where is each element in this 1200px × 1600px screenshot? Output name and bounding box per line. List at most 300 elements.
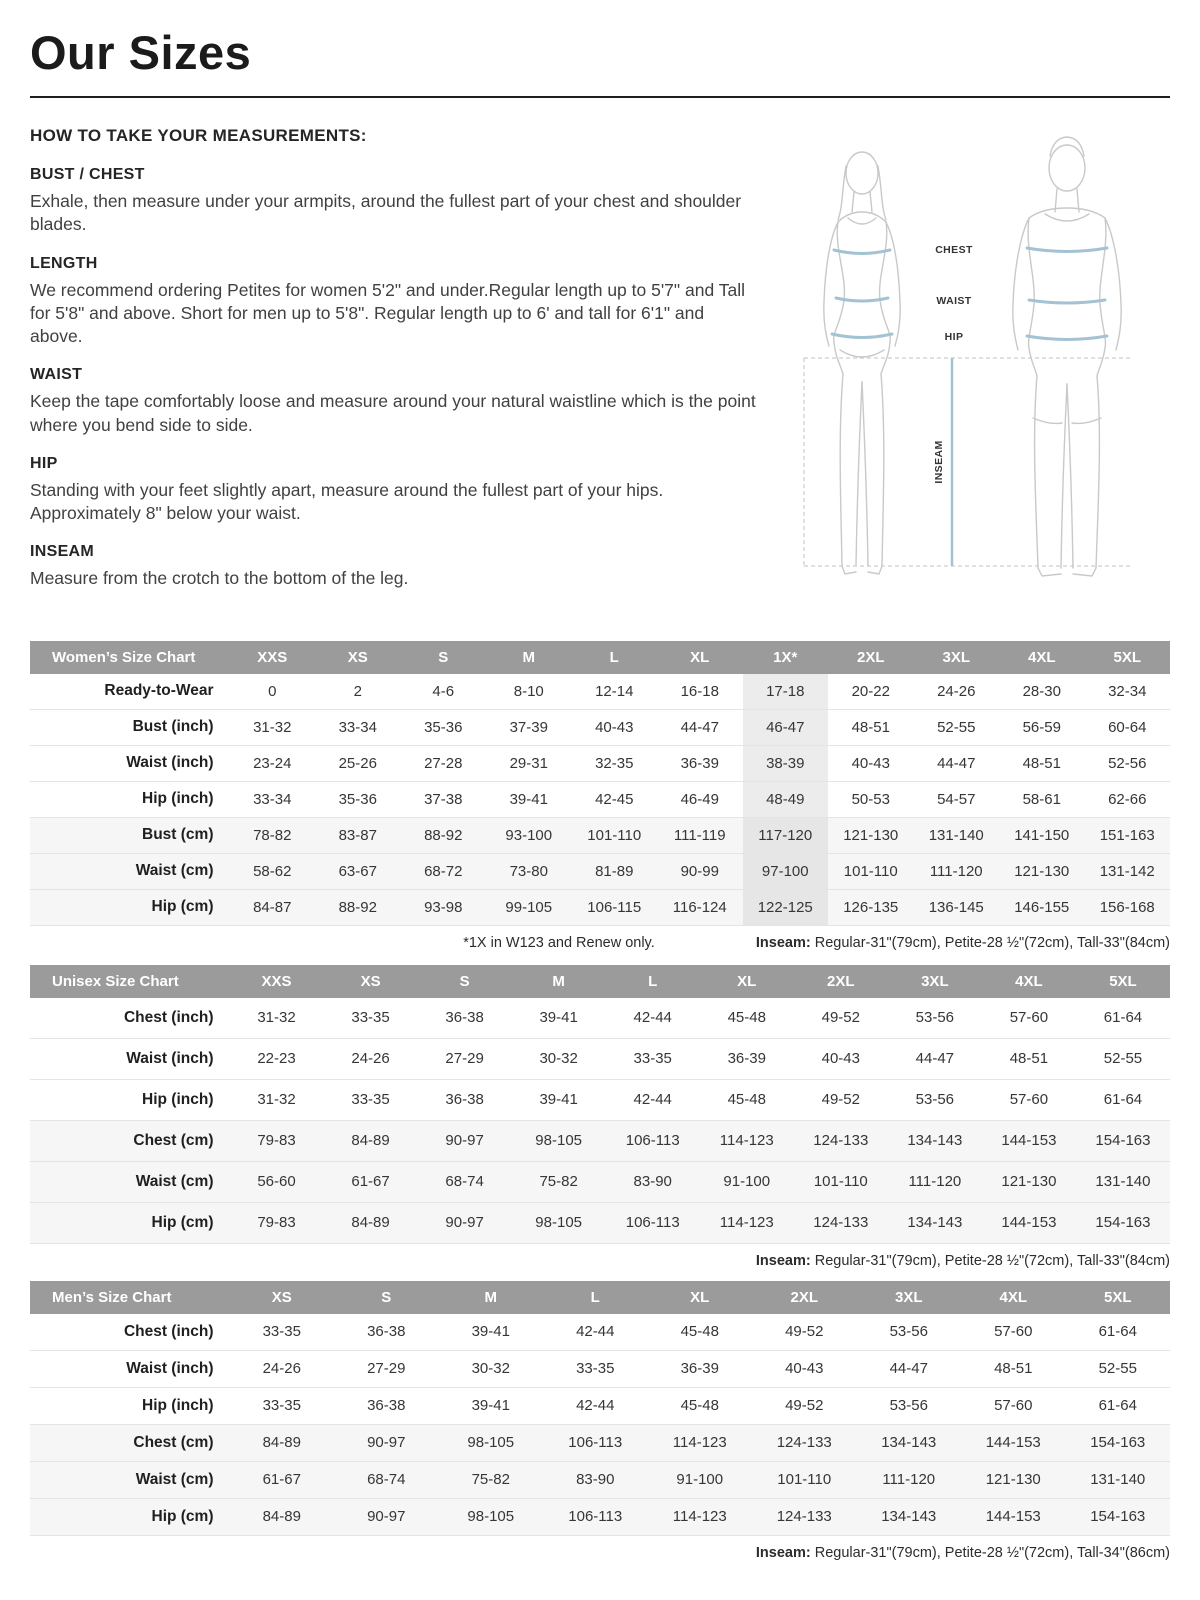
size-cell: 45-48 — [727, 1009, 766, 1027]
size-cell: 31-32 — [253, 718, 292, 736]
size-cell: 39-41 — [471, 1323, 510, 1341]
column-header: XXS — [230, 641, 316, 674]
size-cell: 83-90 — [576, 1471, 615, 1489]
size-cell: 57-60 — [994, 1397, 1033, 1415]
column-header: M — [439, 1281, 544, 1314]
size-cell: 27-29 — [367, 1360, 406, 1378]
size-cell: 106-113 — [568, 1508, 623, 1526]
size-cell: 84-89 — [351, 1214, 390, 1232]
row-label: Bust (inch) — [132, 718, 214, 736]
size-cell: 90-97 — [367, 1508, 406, 1526]
size-cell: 79-83 — [257, 1132, 296, 1150]
size-cell: 8-10 — [513, 682, 544, 700]
size-cell: 144-153 — [1001, 1132, 1057, 1150]
size-cell: 33-35 — [351, 1009, 390, 1027]
title-divider — [30, 96, 1170, 98]
table-row — [30, 781, 1170, 817]
size-cell: 151-163 — [1099, 826, 1155, 844]
size-cell: 22-23 — [257, 1050, 296, 1068]
column-header: M — [512, 965, 606, 998]
women-chart-footnotes — [30, 935, 1170, 951]
inseam-note-label: Inseam: — [755, 1544, 811, 1561]
man-figure — [1013, 137, 1121, 576]
size-cell: 131-140 — [1095, 1173, 1151, 1191]
size-cell: 24-26 — [937, 682, 976, 700]
size-cell: 63-67 — [338, 862, 377, 880]
size-cell: 154-163 — [1090, 1508, 1146, 1526]
size-cell: 30-32 — [539, 1050, 578, 1068]
size-cell: 42-45 — [595, 790, 634, 808]
hip-label: HIP — [944, 331, 964, 344]
size-cell: 93-98 — [424, 898, 463, 916]
column-header: XS — [324, 965, 418, 998]
inseam-label: INSEAM — [933, 440, 945, 484]
size-cell: 131-142 — [1099, 862, 1155, 880]
section-body: We recommend ordering Petites for women 5'2" and under.Regular length up to 5'7" and Tall for 5'8" and above. Short for men up to 5'8". Regular length up to 6' and tall for 6'1" and above. — [30, 279, 745, 347]
size-cell: 39-41 — [509, 790, 548, 808]
size-cell: 54-57 — [937, 790, 976, 808]
size-cell: 33-35 — [633, 1050, 672, 1068]
size-cell: 134-143 — [907, 1132, 963, 1150]
size-cell: 27-28 — [424, 754, 463, 772]
size-cell: 44-47 — [680, 718, 719, 736]
measurement-guide — [30, 126, 1170, 609]
size-cell: 16-18 — [680, 682, 719, 700]
header-row — [30, 641, 1170, 674]
page-title: Our Sizes — [30, 26, 252, 79]
size-cell: 114-123 — [719, 1132, 774, 1150]
size-cell: 83-90 — [633, 1173, 672, 1191]
column-header: S — [418, 965, 512, 998]
column-header: 5XL — [1076, 965, 1170, 998]
size-cell: 117-120 — [743, 817, 829, 853]
size-cell: 154-163 — [1095, 1132, 1151, 1150]
size-cell: 106-113 — [625, 1214, 680, 1232]
size-cell: 49-52 — [785, 1397, 824, 1415]
body-measurement-illustration — [782, 126, 1170, 596]
size-cell: 136-145 — [928, 898, 984, 916]
size-cell: 56-59 — [1022, 718, 1061, 736]
size-cell: 33-35 — [262, 1397, 301, 1415]
size-cell: 106-113 — [625, 1132, 680, 1150]
column-header: XS — [230, 1281, 335, 1314]
inseam-note-text: Regular-31"(79cm), Petite-28 ½"(72cm), Tall-33"(84cm) — [810, 1252, 1170, 1269]
size-cell: 57-60 — [1009, 1009, 1049, 1027]
unisex-size-chart-table — [30, 965, 1170, 1244]
size-cell: 39-41 — [539, 1091, 578, 1109]
size-cell: 84-89 — [262, 1508, 301, 1526]
column-header: S — [334, 1281, 439, 1314]
measurement-section-hip — [30, 455, 766, 526]
row-label: Chest (inch) — [123, 1008, 214, 1026]
size-cell: 33-35 — [351, 1091, 390, 1109]
size-cell: 38-39 — [743, 745, 829, 781]
header-row — [30, 965, 1170, 998]
inseam-note — [756, 935, 1170, 951]
inseam-note — [756, 1545, 1170, 1561]
size-cell: 121-130 — [843, 826, 899, 844]
section-body: Exhale, then measure under your armpits, around the fullest part of your chest and shoulder blades. — [30, 191, 742, 235]
size-cell: 48-49 — [743, 781, 829, 817]
size-cell: 42-44 — [576, 1323, 615, 1341]
size-cell: 48-51 — [1009, 1050, 1049, 1068]
measurement-section-bust-chest — [30, 166, 766, 237]
row-label: Ready-to-Wear — [104, 682, 214, 700]
column-header: XXS — [230, 965, 324, 998]
size-cell: 52-55 — [1103, 1050, 1143, 1068]
size-cell: 2 — [353, 682, 362, 700]
size-cell: 49-52 — [821, 1091, 860, 1109]
column-header: 2XL — [752, 1281, 857, 1314]
size-cell: 46-47 — [743, 709, 829, 745]
size-cell: 45-48 — [680, 1397, 719, 1415]
size-cell: 156-168 — [1099, 898, 1155, 916]
men-size-chart-table — [30, 1281, 1170, 1536]
size-cell: 60-64 — [1108, 718, 1147, 736]
size-cell: 53-56 — [889, 1323, 928, 1341]
unisex-chart-footnotes — [30, 1253, 1170, 1269]
size-cell: 81-89 — [595, 862, 634, 880]
size-cell: 88-92 — [424, 826, 463, 844]
size-cell: 75-82 — [471, 1471, 510, 1489]
measurement-section-waist — [30, 366, 766, 437]
table-title: Unisex Size Chart — [30, 965, 230, 998]
size-cell: 111-120 — [882, 1471, 936, 1489]
inseam-note-label: Inseam: — [755, 1252, 811, 1269]
measurement-section-length — [30, 255, 766, 349]
column-header: 1X* — [743, 641, 829, 674]
size-cell: 40-43 — [785, 1360, 824, 1378]
size-cell: 39-41 — [539, 1009, 578, 1027]
size-cell: 121-130 — [1014, 862, 1070, 880]
row-label: Waist (inch) — [126, 1049, 214, 1067]
section-title: BUST / CHEST — [30, 166, 145, 184]
size-cell: 131-140 — [1090, 1471, 1146, 1489]
table-row — [30, 1120, 1170, 1161]
size-cell: 17-18 — [743, 674, 829, 710]
size-cell: 111-120 — [908, 1173, 962, 1191]
size-cell: 37-39 — [509, 718, 548, 736]
hip-measure-line — [832, 334, 1107, 340]
column-header: 3XL — [888, 965, 982, 998]
size-cell: 83-87 — [338, 826, 377, 844]
size-cell: 33-35 — [576, 1360, 615, 1378]
size-cell: 90-97 — [367, 1434, 406, 1452]
size-cell: 46-49 — [680, 790, 719, 808]
row-label: Waist (cm) — [135, 1172, 214, 1190]
table-row — [30, 745, 1170, 781]
size-cell: 154-163 — [1095, 1214, 1151, 1232]
inseam-note-text: Regular-31"(79cm), Petite-28 ½"(72cm), Tall-33"(84cm) — [810, 934, 1170, 951]
size-cell: 52-55 — [1098, 1360, 1137, 1378]
column-header: 5XL — [1085, 641, 1171, 674]
section-body: Standing with your feet slightly apart, measure around the fullest part of your hips. Approximately 8" below your waist. — [30, 479, 664, 524]
size-cell: 36-38 — [445, 1091, 484, 1109]
row-label: Chest (inch) — [123, 1322, 214, 1340]
size-cell: 39-41 — [471, 1397, 510, 1415]
size-cell: 121-130 — [985, 1471, 1041, 1489]
table-row — [30, 709, 1170, 745]
inseam-note-label: Inseam: — [755, 934, 811, 951]
size-cell: 61-64 — [1098, 1397, 1137, 1415]
column-header: 3XL — [914, 641, 1000, 674]
size-cell: 61-64 — [1103, 1009, 1143, 1027]
size-cell: 114-123 — [672, 1508, 727, 1526]
size-cell: 84-89 — [351, 1132, 390, 1150]
size-cell: 122-125 — [743, 889, 829, 925]
table-row — [30, 853, 1170, 889]
size-cell: 84-87 — [253, 898, 292, 916]
instructions-heading: HOW TO TAKE YOUR MEASUREMENTS: — [30, 126, 367, 146]
size-cell: 36-39 — [680, 754, 719, 772]
size-cell: 134-143 — [881, 1434, 937, 1452]
size-cell: 50-53 — [851, 790, 890, 808]
size-cell: 62-66 — [1108, 790, 1147, 808]
column-header: L — [543, 1281, 648, 1314]
column-header: 2XL — [828, 641, 914, 674]
size-cell: 58-61 — [1022, 790, 1061, 808]
size-cell: 61-64 — [1098, 1323, 1137, 1341]
size-cell: 97-100 — [743, 853, 829, 889]
size-cell: 42-44 — [633, 1091, 672, 1109]
size-cell: 144-153 — [985, 1434, 1041, 1452]
woman-figure — [824, 152, 900, 574]
size-cell: 61-67 — [351, 1173, 390, 1191]
size-cell: 98-105 — [467, 1508, 515, 1526]
column-header: L — [606, 965, 700, 998]
table-row — [30, 1387, 1170, 1424]
size-cell: 33-34 — [253, 790, 292, 808]
size-cell: 35-36 — [424, 718, 463, 736]
size-cell: 141-150 — [1014, 826, 1070, 844]
size-cell: 44-47 — [915, 1050, 955, 1068]
size-cell: 91-100 — [676, 1471, 724, 1489]
size-cell: 52-55 — [937, 718, 976, 736]
size-cell: 68-72 — [424, 862, 463, 880]
column-header: 3XL — [857, 1281, 962, 1314]
size-cell: 31-32 — [257, 1009, 296, 1027]
section-body: Measure from the crotch to the bottom of the leg. — [30, 568, 409, 589]
size-cell: 35-36 — [338, 790, 377, 808]
table-row — [30, 1314, 1170, 1351]
chest-label: CHEST — [935, 244, 973, 257]
size-cell: 106-115 — [587, 898, 642, 916]
size-cell: 53-56 — [915, 1009, 955, 1027]
size-cell: 36-38 — [445, 1009, 484, 1027]
size-cell: 23-24 — [253, 754, 292, 772]
column-header: S — [401, 641, 487, 674]
size-cell: 40-43 — [821, 1050, 860, 1068]
men-size-chart-section — [30, 1281, 1170, 1536]
size-cell: 36-38 — [367, 1323, 406, 1341]
size-cell: 114-123 — [719, 1214, 774, 1232]
size-cell: 45-48 — [727, 1091, 766, 1109]
size-cell: 124-133 — [813, 1132, 869, 1150]
size-cell: 29-31 — [509, 754, 548, 772]
size-cell: 49-52 — [785, 1323, 824, 1341]
size-cell: 111-119 — [673, 826, 726, 844]
size-cell: 30-32 — [471, 1360, 510, 1378]
size-cell: 53-56 — [915, 1091, 955, 1109]
row-label: Waist (inch) — [126, 754, 214, 772]
measurement-section-inseam — [30, 543, 766, 590]
size-cell: 93-100 — [505, 826, 553, 844]
header-row — [30, 1281, 1170, 1314]
size-cell: 57-60 — [994, 1323, 1033, 1341]
size-cell: 124-133 — [776, 1508, 832, 1526]
column-header: XL — [648, 1281, 753, 1314]
size-cell: 98-105 — [467, 1434, 515, 1452]
women-size-chart-table — [30, 641, 1170, 926]
size-cell: 12-14 — [595, 682, 634, 700]
size-cell: 42-44 — [576, 1397, 615, 1415]
size-cell: 20-22 — [851, 682, 890, 700]
men-chart-footnotes — [30, 1545, 1170, 1561]
size-cell: 88-92 — [338, 898, 377, 916]
size-cell: 101-110 — [587, 826, 642, 844]
size-cell: 24-26 — [351, 1050, 390, 1068]
section-title: WAIST — [30, 366, 83, 384]
size-cell: 124-133 — [776, 1434, 832, 1452]
table-row — [30, 1079, 1170, 1120]
size-cell: 25-26 — [338, 754, 377, 772]
section-body: Keep the tape comfortably loose and measure around your natural waistline which is the point where you bend side to side. — [30, 391, 756, 435]
size-cell: 40-43 — [595, 718, 634, 736]
size-cell: 52-56 — [1108, 754, 1147, 772]
row-label: Chest (cm) — [133, 1131, 214, 1149]
column-header: XL — [700, 965, 794, 998]
column-header: 4XL — [999, 641, 1085, 674]
column-header: 2XL — [794, 965, 888, 998]
size-cell: 31-32 — [257, 1091, 296, 1109]
one-x-footnote: *1X in W123 and Renew only. — [463, 934, 655, 951]
table-row — [30, 1350, 1170, 1387]
table-title: Women’s Size Chart — [30, 641, 230, 674]
section-title: LENGTH — [30, 254, 98, 272]
table-row — [30, 998, 1170, 1039]
column-header: XS — [315, 641, 401, 674]
table-row — [30, 1202, 1170, 1243]
inseam-note — [756, 1253, 1170, 1269]
size-cell: 84-89 — [262, 1434, 301, 1452]
row-label: Hip (inch) — [142, 790, 214, 808]
size-cell: 36-39 — [727, 1050, 766, 1068]
measurement-instructions — [30, 126, 782, 609]
table-row — [30, 1498, 1170, 1535]
size-cell: 36-39 — [680, 1360, 719, 1378]
column-header: 4XL — [961, 1281, 1066, 1314]
size-cell: 144-153 — [1001, 1214, 1057, 1232]
inseam-guides — [804, 358, 1132, 566]
size-cell: 49-52 — [821, 1009, 860, 1027]
table-row — [30, 817, 1170, 853]
size-cell: 40-43 — [851, 754, 890, 772]
column-header: L — [572, 641, 658, 674]
size-cell: 48-51 — [1022, 754, 1061, 772]
size-cell: 32-35 — [595, 754, 634, 772]
size-cell: 126-135 — [843, 898, 899, 916]
column-header: M — [486, 641, 572, 674]
row-label: Chest (cm) — [133, 1433, 214, 1451]
size-cell: 73-80 — [509, 862, 548, 880]
size-cell: 48-51 — [851, 718, 890, 736]
size-cell: 44-47 — [937, 754, 976, 772]
row-label: Waist (cm) — [135, 1470, 214, 1488]
size-cell: 144-153 — [985, 1508, 1041, 1526]
table-row — [30, 674, 1170, 710]
size-cell: 68-74 — [367, 1471, 406, 1489]
section-title: HIP — [30, 454, 58, 472]
size-cell: 111-120 — [929, 862, 983, 880]
size-cell: 48-51 — [994, 1360, 1033, 1378]
row-label: Waist (inch) — [126, 1359, 214, 1377]
size-cell: 24-26 — [262, 1360, 301, 1378]
size-cell: 33-35 — [262, 1323, 301, 1341]
size-cell: 101-110 — [843, 862, 898, 880]
size-cell: 75-82 — [539, 1173, 578, 1191]
size-cell: 154-163 — [1090, 1434, 1146, 1452]
table-row — [30, 889, 1170, 925]
size-cell: 101-110 — [813, 1173, 868, 1191]
size-cell: 44-47 — [889, 1360, 928, 1378]
size-cell: 146-155 — [1014, 898, 1070, 916]
size-cell: 124-133 — [813, 1214, 869, 1232]
size-cell: 36-38 — [367, 1397, 406, 1415]
table-row — [30, 1038, 1170, 1079]
size-cell: 4-6 — [432, 682, 455, 700]
size-cell: 116-124 — [672, 898, 727, 916]
size-cell: 134-143 — [907, 1214, 963, 1232]
row-label: Hip (cm) — [151, 1213, 214, 1231]
row-label: Bust (cm) — [142, 826, 214, 844]
size-cell: 98-105 — [535, 1132, 583, 1150]
size-cell: 98-105 — [535, 1214, 583, 1232]
inseam-note-text: Regular-31"(79cm), Petite-28 ½"(72cm), Tall-34"(86cm) — [810, 1544, 1170, 1561]
size-cell: 37-38 — [424, 790, 463, 808]
size-cell: 114-123 — [672, 1434, 727, 1452]
size-cell: 32-34 — [1108, 682, 1147, 700]
table-title: Men’s Size Chart — [30, 1281, 230, 1314]
size-cell: 134-143 — [881, 1508, 937, 1526]
size-cell: 79-83 — [257, 1214, 296, 1232]
size-cell: 61-64 — [1103, 1091, 1143, 1109]
table-row — [30, 1461, 1170, 1498]
row-label: Hip (cm) — [151, 898, 214, 916]
size-cell: 90-97 — [445, 1132, 484, 1150]
size-cell: 57-60 — [1009, 1091, 1049, 1109]
size-cell: 68-74 — [445, 1173, 484, 1191]
size-cell: 61-67 — [262, 1471, 301, 1489]
size-cell: 131-140 — [928, 826, 984, 844]
column-header: XL — [657, 641, 743, 674]
table-row — [30, 1424, 1170, 1461]
size-cell: 58-62 — [253, 862, 292, 880]
size-cell: 90-99 — [680, 862, 719, 880]
women-size-chart-section — [30, 641, 1170, 926]
row-label: Waist (cm) — [135, 862, 214, 880]
column-header: 5XL — [1066, 1281, 1171, 1314]
size-cell: 101-110 — [777, 1471, 832, 1489]
unisex-size-chart-section — [30, 965, 1170, 1244]
row-label: Hip (cm) — [151, 1507, 214, 1525]
row-label: Hip (inch) — [142, 1396, 214, 1414]
size-cell: 106-113 — [568, 1434, 623, 1452]
size-cell: 42-44 — [633, 1009, 672, 1027]
size-cell: 33-34 — [338, 718, 377, 736]
size-cell: 99-105 — [505, 898, 553, 916]
size-cell: 0 — [268, 682, 277, 700]
column-header: 4XL — [982, 965, 1076, 998]
